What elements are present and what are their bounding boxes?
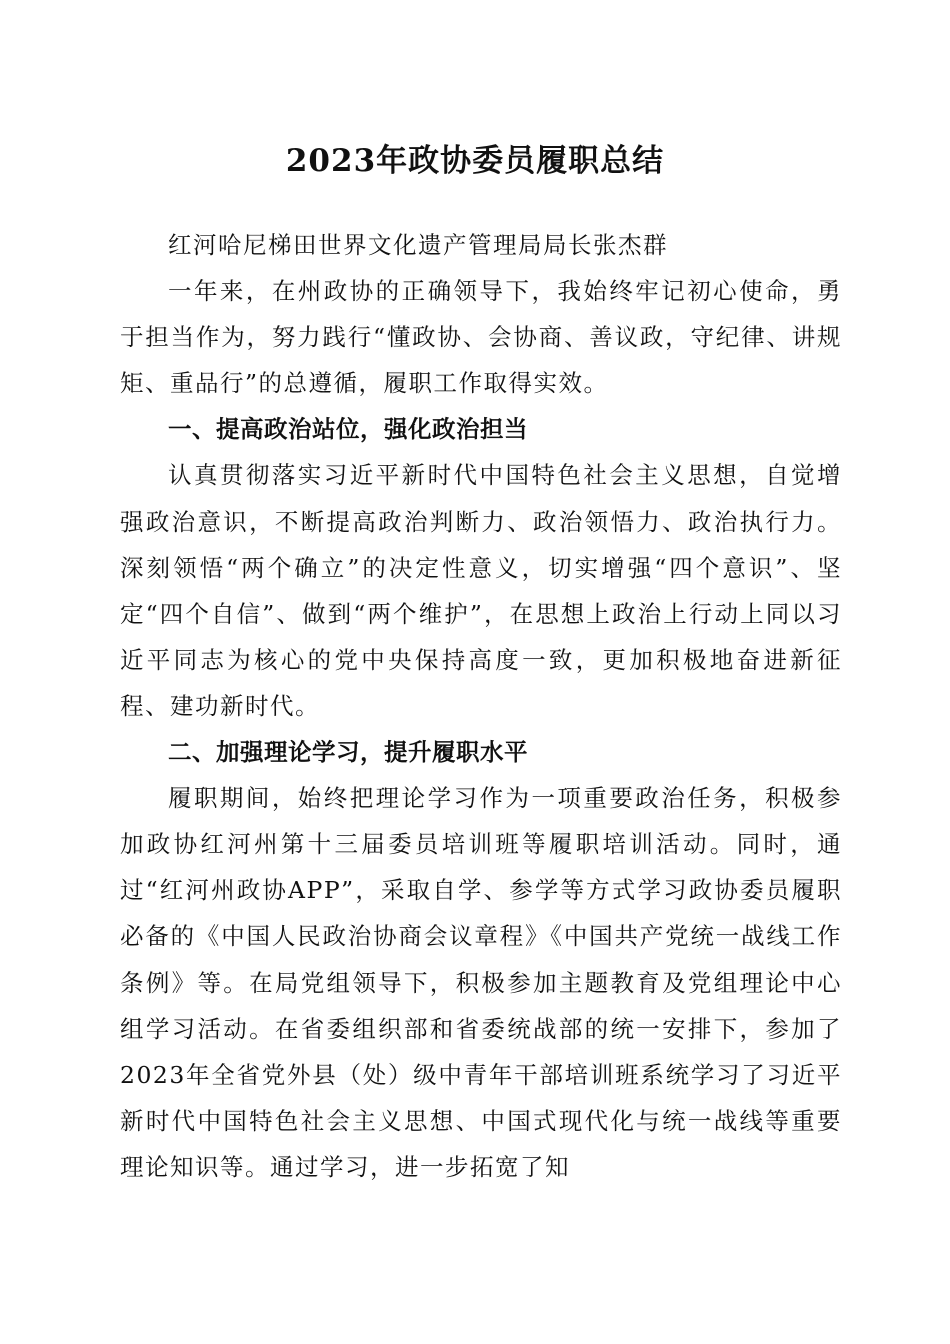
- section-2-paragraph: 履职期间，始终把理论学习作为一项重要政治任务，积极参加政协红河州第十三届委员培训班等履职培训活动。同时，通过“红河州政协APP”，采取自学、参学等方式学习政协委员履职必备的《中国人民政治协商会议章程》《中国共产党统一战线工作条例》等。在局党组领导下，积极参加主题教育及党组理论中心组学习活动。在省委组织部和省委统战部的统一安排下，参加了2023年全省党外县（处）级中青年干部培训班系统学习了习近平新时代中国特色社会主义思想、中国式现代化与统一战线等重要理论知识等。通过学习，进一步拓宽了知: [120, 784, 842, 1181]
- section-2-heading: 二、加强理论学习，提升履职水平: [168, 738, 528, 767]
- document-body: [120, 222, 842, 1190]
- author-line: 红河哈尼梯田世界文化遗产管理局局长张杰群: [168, 231, 668, 259]
- section-1-paragraph: 认真贯彻落实习近平新时代中国特色社会主义思想，自觉增强政治意识，不断提高政治判断力、政治领悟力、政治执行力。深刻领悟“两个确立”的决定性意义，切实增强“四个意识”、坚定“四个自信”、做到“两个维护”，在思想上政治上行动上同以习近平同志为核心的党中央保持高度一致，更加积极地奋进新征程、建功新时代。: [120, 461, 842, 720]
- section-1-heading: 一、提高政治站位，强化政治担当: [168, 415, 528, 444]
- document-title: 2023年政协委员履职总结: [285, 143, 665, 179]
- intro-paragraph: 一年来，在州政协的正确领导下，我始终牢记初心使命，勇于担当作为，努力践行“懂政协、会协商、善议政，守纪律、讲规矩、重品行”的总遵循，履职工作取得实效。: [120, 277, 842, 398]
